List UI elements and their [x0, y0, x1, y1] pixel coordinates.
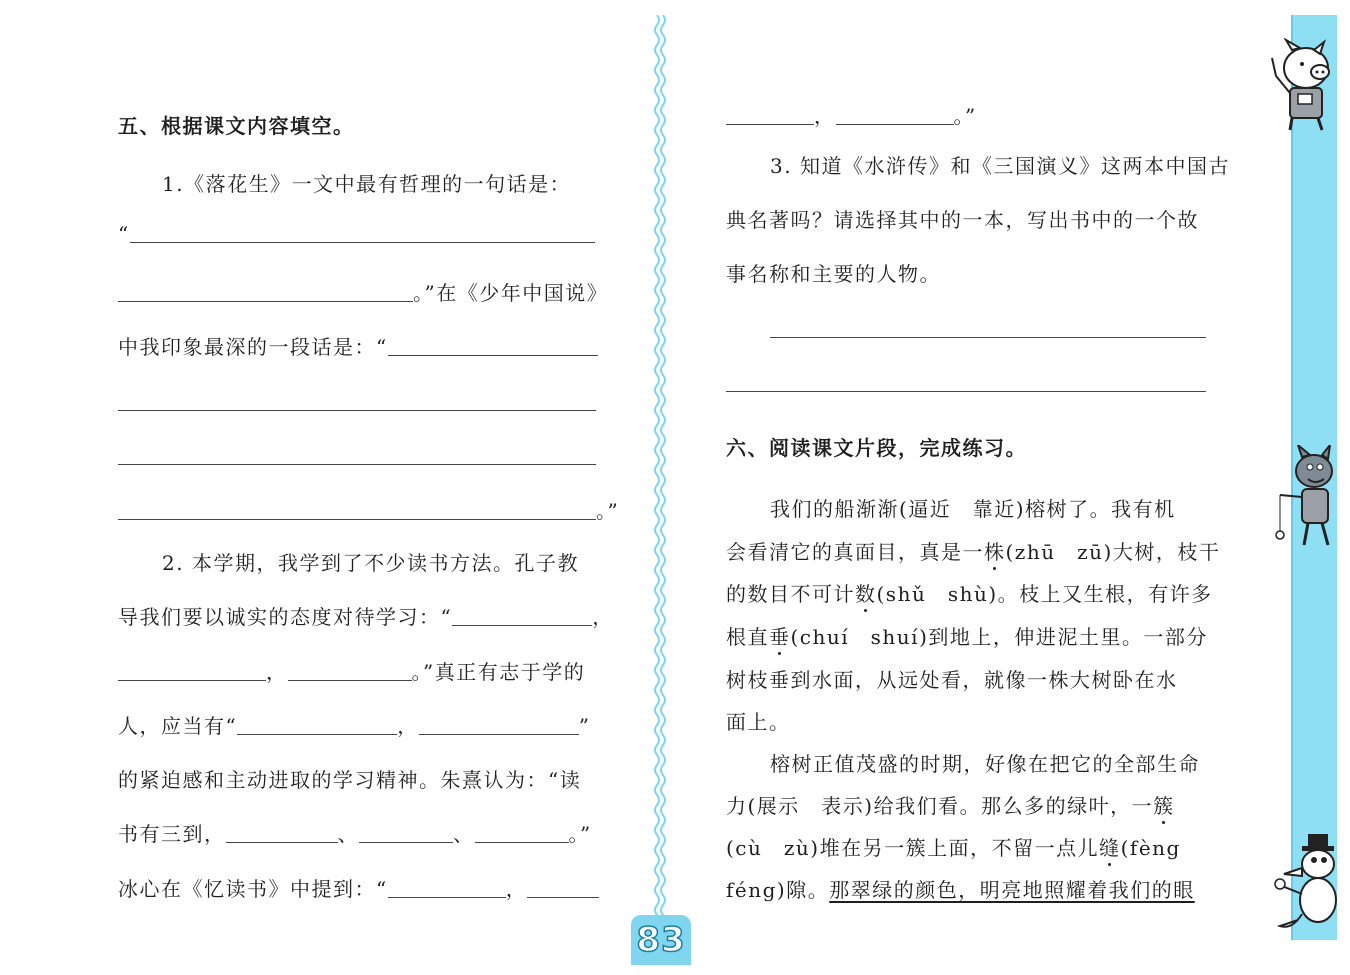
- question-3-line-1: 3. 知道《水浒传》和《三国演义》这两本中国古: [770, 154, 1230, 178]
- answer-rule[interactable]: [726, 391, 1206, 392]
- passage-line: 的数目不可计数(shǔ shù)。枝上又生根，有许多: [726, 582, 1213, 606]
- q1-line-3: 中我印象最深的一段话是：“: [118, 331, 598, 360]
- duck-cartoon-icon: [1268, 830, 1346, 940]
- answer-rule[interactable]: [118, 410, 596, 411]
- answer-blank[interactable]: [388, 354, 598, 356]
- question-2-line-1: 2. 本学期，我学到了不少读书方法。孔子教: [162, 551, 579, 575]
- q1-answer-line-1: “: [118, 222, 595, 246]
- q1-answer-line-2: 。”在《少年中国说》: [118, 277, 608, 306]
- answer-blank[interactable]: [452, 624, 592, 626]
- question-2-line-3: ， 。”真正有志于学的: [118, 656, 585, 685]
- question-2-line-4: 人，应当有“ ， ”: [118, 714, 591, 738]
- answer-rule[interactable]: [770, 337, 1206, 338]
- passage-line: 面上。: [726, 710, 791, 734]
- passage-line: 榕树正值茂盛的时期，好像在把它的全部生命: [770, 752, 1200, 776]
- answer-blank[interactable]: [226, 841, 338, 843]
- answer-blank[interactable]: [130, 241, 595, 243]
- answer-blank[interactable]: [359, 841, 453, 843]
- answer-blank[interactable]: [118, 300, 413, 302]
- question-3-line-2: 典名著吗？请选择其中的一本，写出书中的一个故: [726, 208, 1199, 232]
- page-number-tab: [631, 915, 691, 965]
- passage-line: 树枝垂到水面，从远处看，就像一株大树卧在水: [726, 668, 1178, 692]
- answer-blank[interactable]: [726, 123, 814, 125]
- answer-blank[interactable]: [475, 841, 569, 843]
- page-number: 83: [636, 920, 686, 960]
- underlined-sentence: 那翠绿的颜色，明亮地照耀着我们的眼: [829, 878, 1195, 902]
- passage-line: féng)隙。那翠绿的颜色，明亮地照耀着我们的眼: [726, 878, 1195, 902]
- passage-line: 力(展示 表示)给我们看。那么多的绿叶，一簇: [726, 794, 1175, 818]
- answer-blank[interactable]: [419, 733, 579, 735]
- wavy-spine-divider: [652, 15, 668, 940]
- section-6-title: 六、阅读课文片段，完成练习。: [726, 436, 1027, 460]
- passage-line: 根直垂(chuí shuí)到地上，伸进泥土里。一部分: [726, 625, 1208, 649]
- passage-line: 我们的船渐渐(逼近 靠近)榕树了。我有机: [770, 497, 1176, 521]
- question-3-line-3: 事名称和主要的人物。: [726, 262, 941, 286]
- question-2-line-2: 导我们要以诚实的态度对待学习：“ ，: [118, 605, 614, 629]
- wolf-cartoon-icon: [1268, 445, 1346, 555]
- answer-blank[interactable]: [118, 518, 596, 520]
- answer-blank[interactable]: [388, 896, 506, 898]
- question-2-line-7: 冰心在《忆读书》中提到：“ ，: [118, 873, 599, 902]
- answer-blank[interactable]: [527, 896, 599, 898]
- q1-answer-line-end: 。”: [118, 495, 619, 524]
- pig-cartoon-icon: [1262, 38, 1342, 133]
- question-2-line-6: 书有三到， 、 、 。”: [118, 822, 592, 846]
- answer-blank[interactable]: [118, 679, 266, 681]
- question-1-prompt: 1.《落花生》一文中最有哲理的一句话是：: [162, 172, 572, 196]
- answer-blank[interactable]: [836, 123, 954, 125]
- question-2-line-5: 的紧迫感和主动进取的学习精神。朱熹认为：“读: [118, 768, 582, 792]
- answer-blank[interactable]: [237, 733, 397, 735]
- answer-blank[interactable]: [288, 679, 412, 681]
- passage-line: 会看清它的真面目，真是一株(zhū zū)大树，枝干: [726, 540, 1221, 564]
- q2-continued-line: ， 。”: [726, 100, 977, 129]
- section-5-title: 五、根据课文内容填空。: [118, 114, 355, 138]
- answer-rule[interactable]: [118, 464, 596, 465]
- passage-line: (cù zù)堆在另一簇上面，不留一点儿缝(fèng: [726, 836, 1181, 860]
